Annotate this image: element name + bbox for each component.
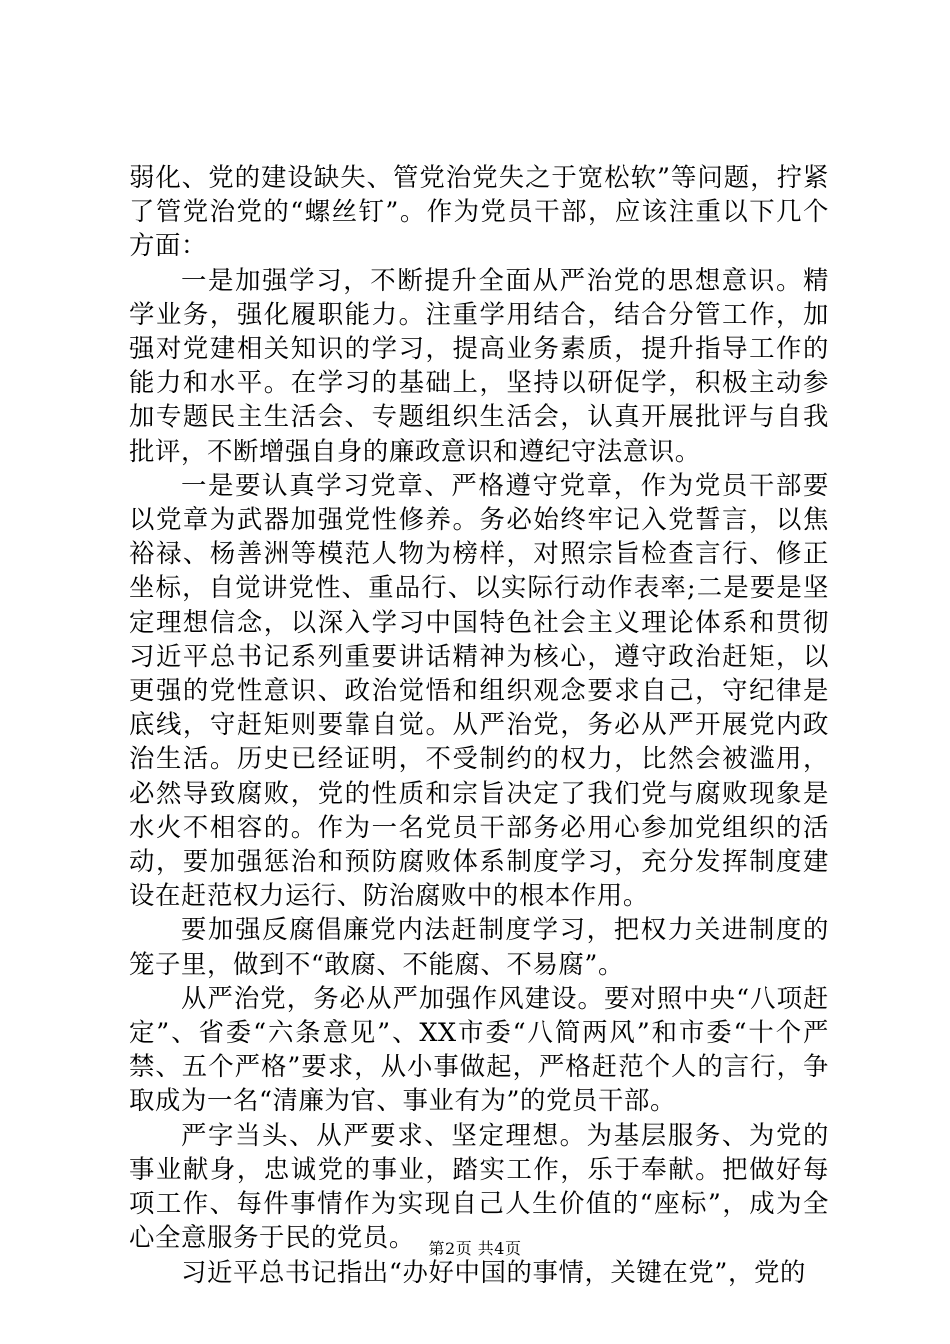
paragraph-3: 一是要认真学习党章、严格遵守党章，作为党员干部要以党章为武器加强党性修养。务必始终牢记入党誓言，以焦裕禄、杨善洲等模范人物为榜样，对照宗旨检查言行、修正坐标，自觉讲党性、重品行、以实际行动作表率;二是要是坚定理想信念，以深入学习中国特色社会主义理论体系和贯彻习近平总书记系列重要讲话精神为核心，遵守政治赶矩，以更强的党性意识、政治觉悟和组织观念要求自己，守纪律是底线，守赶矩则要靠自觉。从严治党，务必从严开展党内政治生活。历史已经证明，不受制约的权力，比然会被滥用，必然导致腐败，党的性质和宗旨决定了我们党与腐败现象是水火不相容的。作为一名党员干部务必用心参加党组织的活动，要加强惩治和预防腐败体系制度学习，充分发挥制度建设在赶范权力运行、防治腐败中的根本作用。 (129, 469, 829, 911)
paragraph-7: 习近平总书记指出“办好中国的事情，关键在党”，党的 (181, 1256, 806, 1287)
paragraph-6: 严字当头、从严要求、坚定理想。为基层服务、为党的事业献身，忠诚党的事业，踏实工作，乐于奉献。把做好每项工作、每件事情作为实现自己人生价值的“座标”，成为全心全意服务于民的党员。 (129, 1119, 829, 1253)
page-footer (0, 1236, 950, 1259)
paragraph-2: 一是加强学习，不断提升全面从严治党的思想意识。精学业务，强化履职能力。注重学用结合，结合分管工作，加强对党建相关知识的学习，提高业务素质，提升指导工作的能力和水平。在学习的基础上，坚持以研促学，积极主动参加专题民主生活会、专题组织生活会，认真开展批评与自我批评，不断增强自身的廉政意识和遵纪守法意识。 (129, 264, 829, 466)
paragraph-1: 弱化、党的建设缺失、管党治党失之于宽松软”等问题，拧紧了管党治党的“螺丝钉”。作为党员干部，应该注重以下几个方面： (129, 162, 829, 261)
document-body (129, 160, 829, 1289)
paragraph-4: 要加强反腐倡廉党内法赶制度学习，把权力关进制度的笼子里，做到不“敢腐、不能腐、不易腐”。 (129, 914, 829, 979)
paragraph-5: 从严治党，务必从严加强作风建设。要对照中央“八项赶定”、省委“六条意见”、XX市委“八简两风”和市委“十个严禁、五个严格”要求，从小事做起，严格赶范个人的言行，争取成为一名“清廉为官、事业有为”的党员干部。 (129, 982, 829, 1116)
page-number-label: 第2页 共4页 (428, 1239, 522, 1258)
